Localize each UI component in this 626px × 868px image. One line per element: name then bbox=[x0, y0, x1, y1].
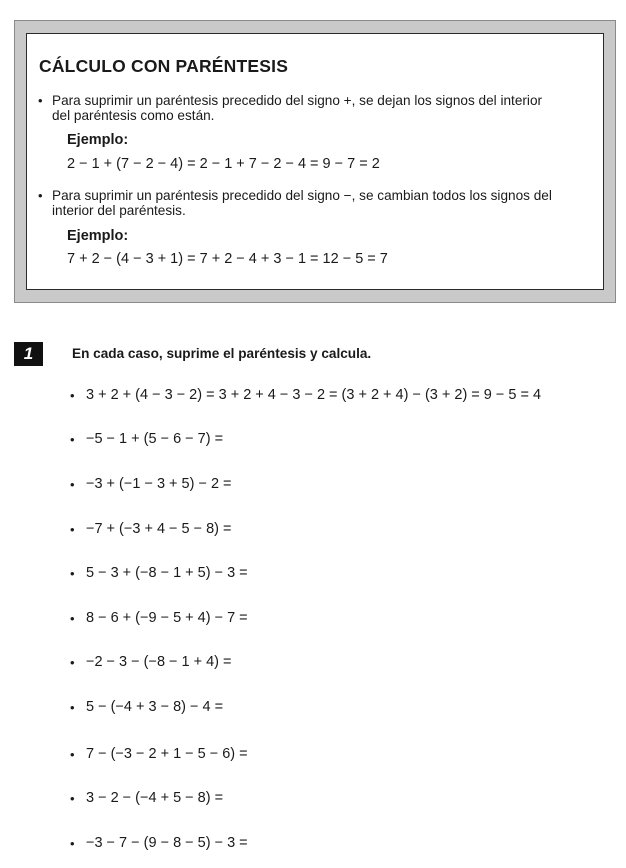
rule-box-title: CÁLCULO CON PARÉNTESIS bbox=[39, 56, 289, 76]
rule-2-line-2: interior del paréntesis. bbox=[52, 203, 186, 218]
bullet-icon: • bbox=[38, 188, 43, 203]
exercise-item bbox=[70, 835, 248, 851]
rule-2-example-label: Ejemplo: bbox=[67, 228, 129, 244]
exercise-item bbox=[70, 387, 542, 403]
exercise-item bbox=[70, 476, 232, 492]
exercise-item-text: 5 − (−4 + 3 − 8) − 4 = bbox=[86, 699, 224, 715]
exercise-item bbox=[70, 565, 248, 581]
exercise-number: 1 bbox=[14, 342, 43, 366]
bullet-icon: • bbox=[70, 566, 75, 581]
exercise-item bbox=[70, 610, 248, 626]
exercise-item bbox=[70, 699, 224, 715]
exercise-item bbox=[70, 431, 224, 447]
bullet-icon: • bbox=[70, 611, 75, 626]
exercise-item-text: 7 − (−3 − 2 + 1 − 5 − 6) = bbox=[86, 746, 248, 762]
bullet-icon: • bbox=[70, 836, 75, 851]
rule-2-line-1: Para suprimir un paréntesis precedido del signo −, se cambian todos los signos del bbox=[52, 188, 552, 203]
rule-2-example: 7 + 2 − (4 − 3 + 1) = 7 + 2 − 4 + 3 − 1 = 12 − 5 = 7 bbox=[67, 251, 388, 267]
exercise-item-text: 5 − 3 + (−8 − 1 + 5) − 3 = bbox=[86, 565, 248, 581]
exercise-item-text: −3 + (−1 − 3 + 5) − 2 = bbox=[86, 476, 232, 492]
bullet-icon: • bbox=[70, 522, 75, 537]
rule-1-text bbox=[38, 93, 592, 123]
exercise-item-text: 8 − 6 + (−9 − 5 + 4) − 7 = bbox=[86, 610, 248, 626]
exercise-item-text: −7 + (−3 + 4 − 5 − 8) = bbox=[86, 521, 232, 537]
bullet-icon: • bbox=[70, 747, 75, 762]
rule-1-example: 2 − 1 + (7 − 2 − 4) = 2 − 1 + 7 − 2 − 4 = 9 − 7 = 2 bbox=[67, 156, 380, 172]
exercise-item bbox=[70, 654, 232, 670]
exercise-item bbox=[70, 790, 224, 806]
exercise-item-text: −3 − 7 − (9 − 8 − 5) − 3 = bbox=[86, 835, 248, 851]
rule-1-line-2: del paréntesis como están. bbox=[52, 108, 215, 123]
exercise-item-text: −5 − 1 + (5 − 6 − 7) = bbox=[86, 431, 224, 447]
bullet-icon: • bbox=[70, 388, 75, 403]
rule-1-example-label: Ejemplo: bbox=[67, 132, 129, 148]
exercise-item bbox=[70, 746, 248, 762]
bullet-icon: • bbox=[70, 477, 75, 492]
exercise-item-text: 3 + 2 + (4 − 3 − 2) = 3 + 2 + 4 − 3 − 2 = (3 + 2 + 4) − (3 + 2) = 9 − 5 = 4 bbox=[86, 387, 542, 403]
bullet-icon: • bbox=[70, 432, 75, 447]
bullet-icon: • bbox=[70, 655, 75, 670]
exercise-item-text: 3 − 2 − (−4 + 5 − 8) = bbox=[86, 790, 224, 806]
bullet-icon: • bbox=[70, 700, 75, 715]
bullet-icon: • bbox=[38, 93, 43, 108]
bullet-icon: • bbox=[70, 791, 75, 806]
rule-1-line-1: Para suprimir un paréntesis precedido del signo +, se dejan los signos del interior bbox=[52, 93, 543, 108]
exercise-item-text: −2 − 3 − (−8 − 1 + 4) = bbox=[86, 654, 232, 670]
exercise-instruction: En cada caso, suprime el paréntesis y calcula. bbox=[72, 346, 372, 361]
exercise-item bbox=[70, 521, 232, 537]
rule-2-text bbox=[38, 188, 592, 218]
